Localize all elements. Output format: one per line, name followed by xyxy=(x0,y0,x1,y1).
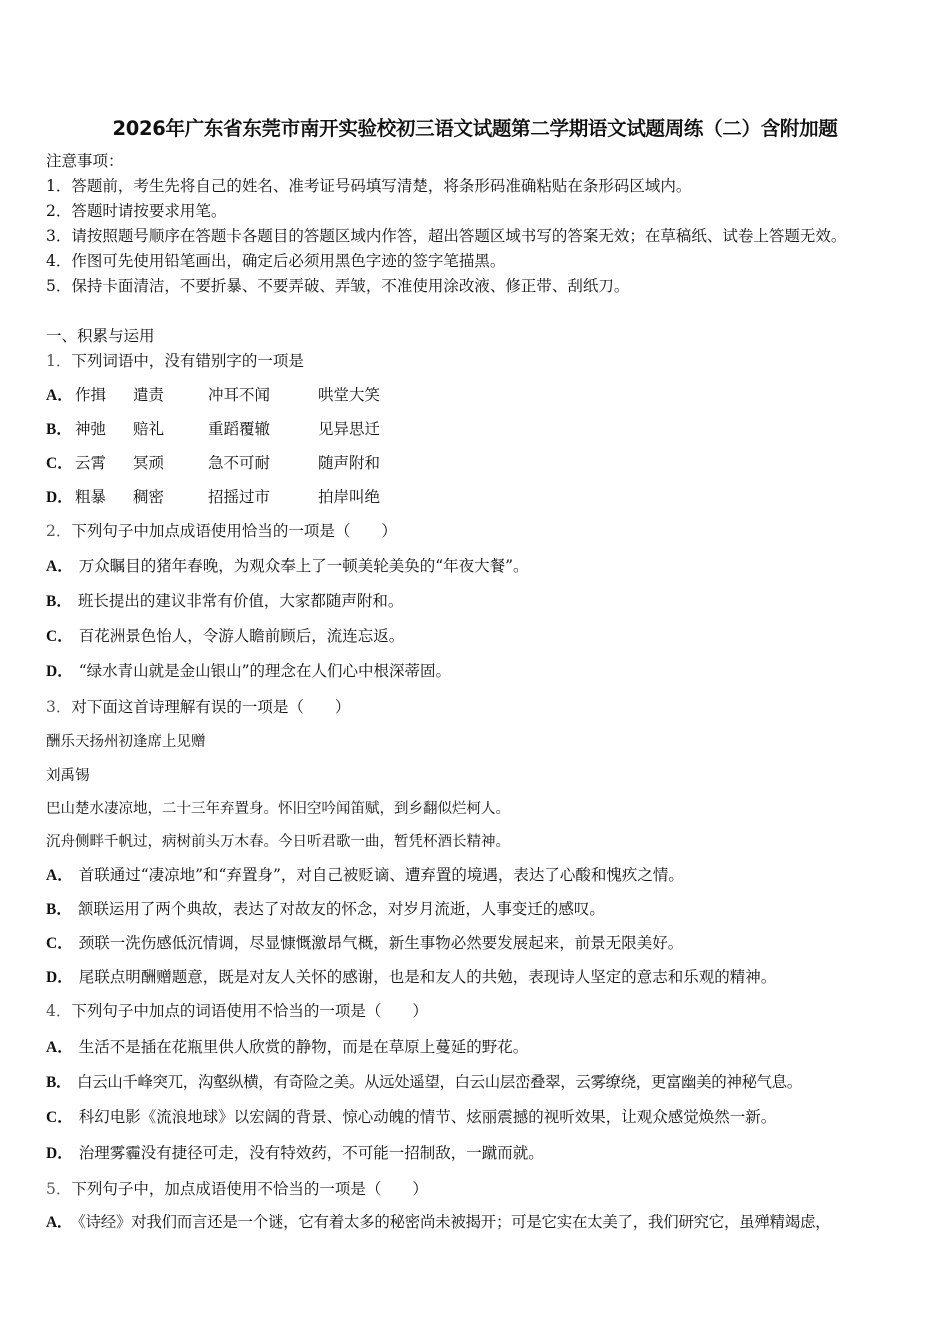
option-label: D． xyxy=(46,969,73,986)
question-stem: 下列句子中加点成语使用恰当的一项是（ ） xyxy=(71,522,397,540)
option-label: A． xyxy=(46,558,73,575)
option-a xyxy=(46,1212,830,1233)
question-1 xyxy=(46,351,304,371)
word: 作揖 xyxy=(75,386,107,404)
option-text: 白云山千峰突兀，沟壑纵横，有奇险之美。从远处遥望，白云山层峦叠翠，云雾缭绕，更富幽美的神秘气息。 xyxy=(77,1073,802,1091)
option-label: A． xyxy=(46,1039,73,1056)
option-c xyxy=(46,626,404,647)
option-label: C． xyxy=(46,1109,73,1126)
word: 粗暴 xyxy=(75,488,107,506)
option-b xyxy=(46,591,403,612)
option-a xyxy=(46,556,529,577)
poem-author: 刘禹锡 xyxy=(46,768,90,784)
option-a xyxy=(46,865,684,886)
option-text: 班长提出的建议非常有价值，大家都随声附和。 xyxy=(77,592,404,610)
option-text: 《诗经》对我们而言还是一个谜，它有着太多的秘密尚未被揭开；可是它实在太美了，我们研究它，虽殚精竭虑， xyxy=(78,1213,831,1231)
notice-item: 4．作图可先使用铅笔画出，确定后必须用黑色字迹的签字笔描黑。 xyxy=(46,252,506,270)
notice-item: 2．答题时请按要求用笔。 xyxy=(46,202,227,220)
word: 赔礼 xyxy=(133,420,165,438)
question-number: 3． xyxy=(46,698,72,716)
option-label: B． xyxy=(46,593,72,610)
option-a xyxy=(46,385,546,406)
word: 神弛 xyxy=(75,420,107,438)
notice-item: 5．保持卡面清洁，不要折暴、不要弄破、弄皱，不准使用涂改液、修正带、刮纸刀。 xyxy=(46,277,630,295)
option-text: 首联通过“凄凉地”和“弃置身”，对自己被贬谪、遭弃置的境遇，表达了心酸和愧疚之情。 xyxy=(78,866,684,884)
word: 招摇过市 xyxy=(208,488,271,506)
option-text: 尾联点明酬赠题意，既是对友人关怀的感谢，也是和友人的共勉，表现诗人坚定的意志和乐观的精神。 xyxy=(78,968,777,986)
option-label: D． xyxy=(46,489,73,506)
option-d xyxy=(46,1143,544,1164)
page-title: 2026年广东省东莞市南开实验校初三语文试题第二学期语文试题周练（二）含附加题 xyxy=(112,117,838,140)
word: 见异思迁 xyxy=(318,420,381,438)
notice-item: 3．请按照题号顺序在答题卡各题目的答题区域内作答，超出答题区域书写的答案无效；在草稿纸、试卷上答题无效。 xyxy=(46,227,847,245)
question-stem: 下列句子中加点的词语使用不恰当的一项是（ ） xyxy=(71,1002,428,1020)
option-text: 科幻电影《流浪地球》以宏阔的背景、惊心动魄的情节、炫丽震撼的视听效果，让观众感觉焕然一新。 xyxy=(78,1108,777,1126)
option-text: 颔联运用了两个典故，表达了对故友的怀念，对岁月流逝，人事变迁的感叹。 xyxy=(77,900,605,918)
option-c xyxy=(46,933,683,954)
option-text: 生活不是插在花瓶里供人欣赏的静物，而是在草原上蔓延的野花。 xyxy=(78,1038,529,1056)
question-3 xyxy=(46,697,350,717)
option-b xyxy=(46,899,605,920)
option-text: “绿水青山就是金山银山”的理念在人们心中根深蒂固。 xyxy=(78,662,452,680)
poem-line: 沉舟侧畔千帆过，病树前头万木春。今日听君歌一曲，暂凭杯酒长精神。 xyxy=(46,834,510,850)
notice-item: 1．答题前，考生先将自己的姓名、准考证号码填写清楚，将条形码准确粘贴在条形码区域内。 xyxy=(46,177,692,195)
option-label: D． xyxy=(46,1145,73,1162)
question-stem: 下列句子中，加点成语使用不恰当的一项是（ ） xyxy=(71,1180,428,1198)
option-b xyxy=(46,419,546,440)
option-label: C． xyxy=(46,455,73,472)
option-c xyxy=(46,453,546,474)
option-text: 治理雾霾没有捷径可走，没有特效药，不可能一招制敌，一蹴而就。 xyxy=(78,1144,544,1162)
word: 稠密 xyxy=(133,488,165,506)
word: 随声附和 xyxy=(318,454,381,472)
option-c xyxy=(46,1107,776,1128)
section-heading: 一、积累与运用 xyxy=(46,327,155,345)
option-d xyxy=(46,967,776,988)
option-d xyxy=(46,661,451,682)
poem-line: 巴山楚水凄凉地，二十三年弃置身。怀旧空吟闻笛赋，到乡翻似烂柯人。 xyxy=(46,801,510,817)
question-number: 5． xyxy=(46,1180,72,1198)
question-5 xyxy=(46,1179,428,1199)
word: 冥顽 xyxy=(133,454,165,472)
notice-heading: 注意事项： xyxy=(46,152,124,170)
option-text: 万众瞩目的猪年春晚，为观众奉上了一顿美轮美奂的“年夜大餐”。 xyxy=(78,557,529,575)
option-label: D． xyxy=(46,663,73,680)
question-number: 1． xyxy=(46,352,72,370)
question-number: 4． xyxy=(46,1002,72,1020)
option-b xyxy=(46,1072,802,1093)
option-text: 颈联一洗伤感低沉情调，尽显慷慨激昂气概，新生事物必然要发展起来，前景无限美好。 xyxy=(78,934,684,952)
option-label: A． xyxy=(46,387,73,404)
word: 重蹈覆辙 xyxy=(208,420,271,438)
poem-title: 酬乐天扬州初逢席上见赠 xyxy=(46,734,206,750)
option-label: B． xyxy=(46,421,72,438)
option-label: B． xyxy=(46,901,72,918)
word: 拍岸叫绝 xyxy=(318,488,381,506)
option-a xyxy=(46,1037,528,1058)
question-stem: 下列词语中，没有错别字的一项是 xyxy=(71,352,304,370)
word: 哄堂大笑 xyxy=(318,386,381,404)
option-text: 百花洲景色怡人，令游人瞻前顾后，流连忘返。 xyxy=(78,627,405,645)
question-stem: 对下面这首诗理解有误的一项是（ ） xyxy=(71,698,351,716)
question-number: 2． xyxy=(46,522,72,540)
option-label: A． xyxy=(46,1214,73,1231)
word: 云霄 xyxy=(75,454,107,472)
option-label: C． xyxy=(46,628,73,645)
option-label: A． xyxy=(46,867,73,884)
word: 冲耳不闻 xyxy=(208,386,271,404)
word: 遣责 xyxy=(133,386,165,404)
option-d xyxy=(46,487,546,508)
option-label: C． xyxy=(46,935,73,952)
option-label: B． xyxy=(46,1074,72,1091)
question-4 xyxy=(46,1001,428,1021)
word: 急不可耐 xyxy=(208,454,271,472)
question-2 xyxy=(46,521,397,541)
